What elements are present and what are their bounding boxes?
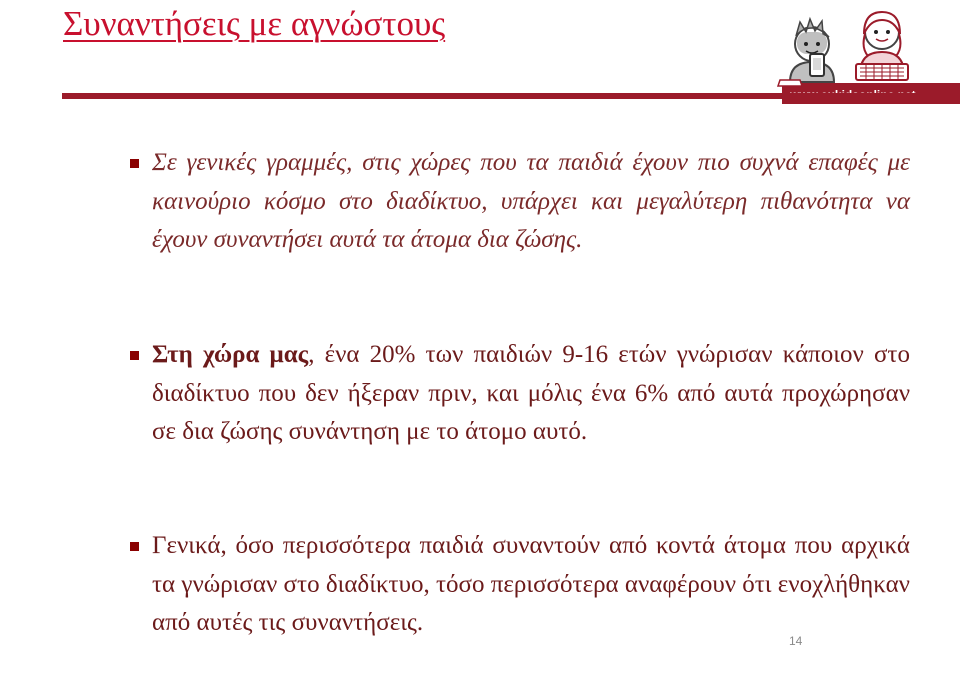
- slide-title: Συναντήσεις με αγνώστους: [63, 4, 446, 43]
- page-number: 14: [789, 634, 803, 648]
- bullet-text: Γενικά, όσο περισσότερα παιδιά συναντούν από κοντά άτομα που αρχικά τα γνώρισαν στο διαδίκτυο, τόσο περισσότερα αναφέρουν ότι ενοχλήθηκαν από αυτές τις συναντήσεις.: [152, 532, 910, 636]
- bullet-item-1: [152, 144, 910, 260]
- square-bullet-icon: [130, 351, 139, 360]
- bullet-item-3: [152, 527, 910, 643]
- square-bullet-icon: [130, 542, 139, 551]
- bullet-item-2: [152, 336, 910, 452]
- bullet-lead-text: Στη χώρα μας: [152, 341, 309, 368]
- bullet-text: Σε γενικές γραμμές, στις χώρες που τα παιδιά έχουν πιο συχνά επαφές με καινούριο κόσμο στο διαδίκτυο, υπάρχει και μεγαλύτερη πιθανότητα να έχουν συναντήσει αυτά τα άτομα δια ζώσης.: [152, 149, 910, 253]
- square-bullet-icon: [130, 159, 139, 168]
- bullet-text: , ένα 20% των παιδιών 9-16 ετών γνώρισαν κάποιον στο διαδίκτυο που δεν ήξεραν πριν, και μόλις ένα 6% από αυτά προχώρησαν σε δια ζώσης συνάντηση με το άτομο αυτό.: [152, 341, 910, 445]
